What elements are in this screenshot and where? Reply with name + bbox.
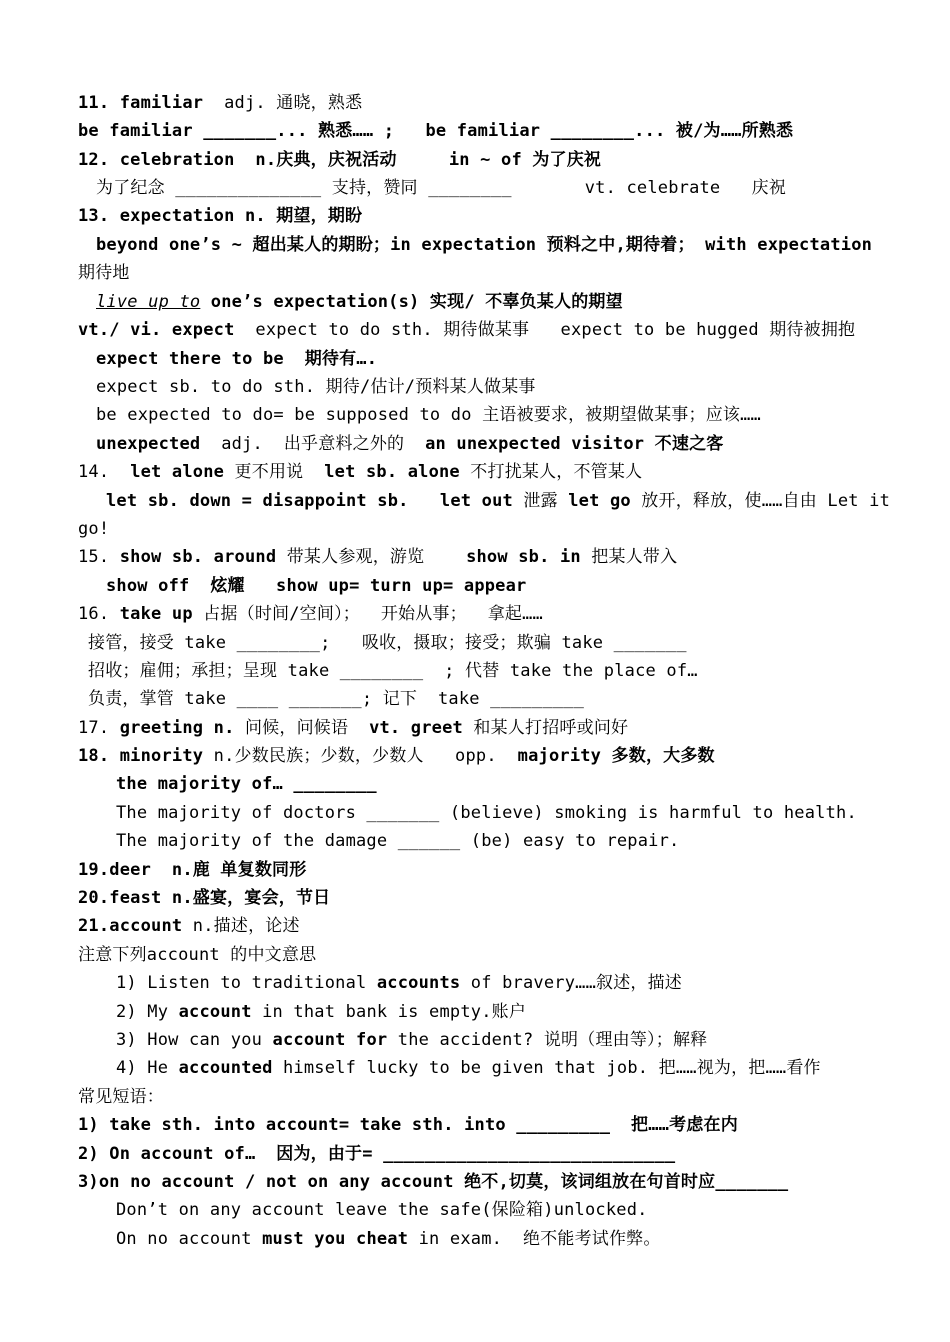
phrase-text: go! xyxy=(78,519,110,539)
account-example-2 xyxy=(116,998,526,1026)
definition: 更不用说 xyxy=(224,462,325,482)
phrase-text: the majority of… ________ xyxy=(116,774,377,794)
definition: adj. 出乎意料之外的 xyxy=(200,434,426,454)
headword: 18. minority xyxy=(78,746,204,766)
phrase-text: beyond one’s ~ 超出某人的期盼；in expectation 预料之中,期待着； with expectation xyxy=(96,235,873,255)
phrase-text: 3)on no account / not on any account 绝不,切莫，该词组放在句首时应_______ xyxy=(78,1172,789,1192)
phrase-text: 3) How can you xyxy=(116,1030,273,1050)
phrase-text: an unexpected visitor 不速之客 xyxy=(425,434,724,454)
phrase-text: in that bank is empty.账户 xyxy=(251,1002,527,1022)
headword: vt. greet xyxy=(369,718,463,738)
majority-of-line xyxy=(116,770,377,798)
entry-21-account xyxy=(78,912,300,940)
phrase-2 xyxy=(78,1140,675,1168)
definition: 放开，释放，使……自由 Let it xyxy=(630,491,891,511)
phrase-3-example-1 xyxy=(116,1196,648,1224)
definition: 把某人带入 xyxy=(580,547,678,567)
phrase-text: 注意下列account 的中文意思 xyxy=(78,945,317,965)
phrase-3 xyxy=(78,1168,788,1196)
number: 15. xyxy=(78,547,120,567)
account-note xyxy=(78,941,316,969)
account-example-4 xyxy=(116,1054,821,1082)
headword: 11. familiar xyxy=(78,93,204,113)
familiar-phrases xyxy=(78,117,793,145)
phrase-text: one’s expectation(s) 实现/ 不辜负某人的期望 xyxy=(200,292,623,312)
expectation-phrases-cont xyxy=(78,259,130,287)
take-exercise-1 xyxy=(88,629,687,657)
phrase-text: 1) take sth. into account= take sth. into _________ 把……考虑在内 xyxy=(78,1115,738,1135)
definition: adj. 通晓，熟悉 xyxy=(203,93,363,113)
entry-16-take-up xyxy=(78,600,543,628)
keyword: must you cheat xyxy=(262,1229,409,1249)
unexpected-line xyxy=(96,430,723,458)
entry-18-minority xyxy=(78,742,715,770)
phrase-text: 2) My xyxy=(116,1002,179,1022)
let-phrases-cont xyxy=(78,515,109,543)
celebration-phrases xyxy=(96,174,786,202)
entry-14-let-alone xyxy=(78,458,642,486)
phrase-text: the accident? 说明（理由等）；解释 xyxy=(387,1030,708,1050)
phrase-text: The majority of doctors _______ (believe) smoking is harmful to health. xyxy=(116,803,857,823)
number: 14. xyxy=(78,462,131,482)
entry-20-feast xyxy=(78,884,330,912)
definition: 占据（时间/空间）； 开始从事； 拿起…… xyxy=(192,604,543,624)
common-phrases-heading xyxy=(78,1083,164,1111)
phrase-text: The majority of the damage ______ (be) easy to repair. xyxy=(116,831,680,851)
headword: let sb. alone xyxy=(324,462,460,482)
headword: 19.deer n.鹿 单复数同形 xyxy=(78,860,307,880)
definition: n.少数民族；少数，少数人 opp. xyxy=(203,746,518,766)
definition: n.描述，论述 xyxy=(182,916,300,936)
phrase-text: 期待地 xyxy=(78,263,130,283)
majority-exercise-2 xyxy=(116,827,679,855)
entry-12-celebration xyxy=(78,146,601,174)
expect-there-to-be xyxy=(96,345,377,373)
keyword: accounted xyxy=(178,1058,273,1078)
phrase-text: 招收；雇佣；承担；呈现 take ________ ; 代替 take the place of… xyxy=(88,661,698,681)
entry-expect xyxy=(78,316,855,344)
headword: greeting n. xyxy=(119,718,235,738)
keyword: account for xyxy=(272,1030,388,1050)
expectation-phrases xyxy=(96,231,872,259)
headword: take up xyxy=(119,604,193,624)
let-phrases xyxy=(106,487,890,515)
phrase-text: show off 炫耀 show up= turn up= appear xyxy=(106,576,527,596)
headword: 21.account xyxy=(78,916,183,936)
headword: 12. celebration xyxy=(78,150,235,170)
italic-phrase: live up to xyxy=(96,292,201,312)
phrase-text: let go xyxy=(568,491,631,511)
account-example-3 xyxy=(116,1026,707,1054)
phrase-text: expect sb. to do sth. 期待/估计/预料某人做某事 xyxy=(96,377,536,397)
phrase-1 xyxy=(78,1111,738,1139)
phrase-text: himself lucky to be given that job. 把……视为，把……看作 xyxy=(272,1058,821,1078)
headword: let alone xyxy=(130,462,225,482)
keyword: accounts xyxy=(376,973,461,993)
entry-11-familiar xyxy=(78,89,362,117)
headword: 13. expectation n. 期望，期盼 xyxy=(78,206,363,226)
phrase-3-example-2 xyxy=(116,1225,661,1253)
phrase-text: expect there to be 期待有…. xyxy=(96,349,378,369)
phrase-text: 接管，接受 take ________; 吸收，摄取；接受；欺骗 take _______ xyxy=(88,633,687,653)
phrase-text: 为了纪念 ______________ 支持，赞同 ________ vt. celebrate 庆祝 xyxy=(96,178,787,198)
phrase-text: be familiar _______... 熟悉…… ; be familiar ________... 被/为……所熟悉 xyxy=(78,121,794,141)
expect-sb-to-do xyxy=(96,373,536,401)
phrase-text: in exam. 绝不能考试作弊。 xyxy=(408,1229,661,1249)
majority-exercise-1 xyxy=(116,799,857,827)
number: 17. xyxy=(78,718,120,738)
section-heading: 常见短语： xyxy=(78,1087,164,1107)
phrase-text: let sb. down = disappoint sb. let out xyxy=(106,491,513,511)
phrase-text: be expected to do= be supposed to do 主语被要求，被期望做某事；应该…… xyxy=(96,405,761,425)
entry-17-greeting xyxy=(78,714,628,742)
phrase-text: 1) Listen to traditional xyxy=(116,973,377,993)
headword: majority 多数，大多数 xyxy=(517,746,715,766)
take-exercise-3 xyxy=(88,685,584,713)
headword: show sb. in xyxy=(466,547,581,567)
definition: 泄露 xyxy=(512,491,569,511)
phrase-text: On no account xyxy=(116,1229,263,1249)
live-up-to-line xyxy=(96,288,623,316)
definition: 问候，问候语 xyxy=(234,718,370,738)
show-phrases xyxy=(106,572,527,600)
definition: 不打扰某人，不管某人 xyxy=(459,462,643,482)
take-exercise-2 xyxy=(88,657,698,685)
number: 16. xyxy=(78,604,120,624)
headword: 20.feast n.盛宴，宴会，节日 xyxy=(78,888,331,908)
definition: n.庆典，庆祝活动 in ~ of 为了庆祝 xyxy=(234,150,602,170)
headword: unexpected xyxy=(96,434,201,454)
definition: 带某人参观，游览 xyxy=(276,547,467,567)
entry-15-show xyxy=(78,543,677,571)
phrase-text: 4) He xyxy=(116,1058,179,1078)
headword: show sb. around xyxy=(119,547,277,567)
account-example-1 xyxy=(116,969,682,997)
keyword: account xyxy=(178,1002,252,1022)
headword: vt./ vi. expect xyxy=(78,320,235,340)
definition: 和某人打招呼或问好 xyxy=(462,718,629,738)
phrase-text: 负责，掌管 take ____ _______; 记下 take _________ xyxy=(88,689,585,709)
phrase-text: Don’t on any account leave the safe(保险箱)unlocked. xyxy=(116,1200,648,1220)
phrase-text: 2) On account of… 因为，由于= ____________________________ xyxy=(78,1144,676,1164)
phrase-text: of bravery……叙述，描述 xyxy=(460,973,683,993)
be-expected-to-do xyxy=(96,401,761,429)
entry-13-expectation xyxy=(78,202,362,230)
entry-19-deer xyxy=(78,856,306,884)
definition: expect to do sth. 期待做某事 expect to be hugged 期待被拥抱 xyxy=(234,320,856,340)
